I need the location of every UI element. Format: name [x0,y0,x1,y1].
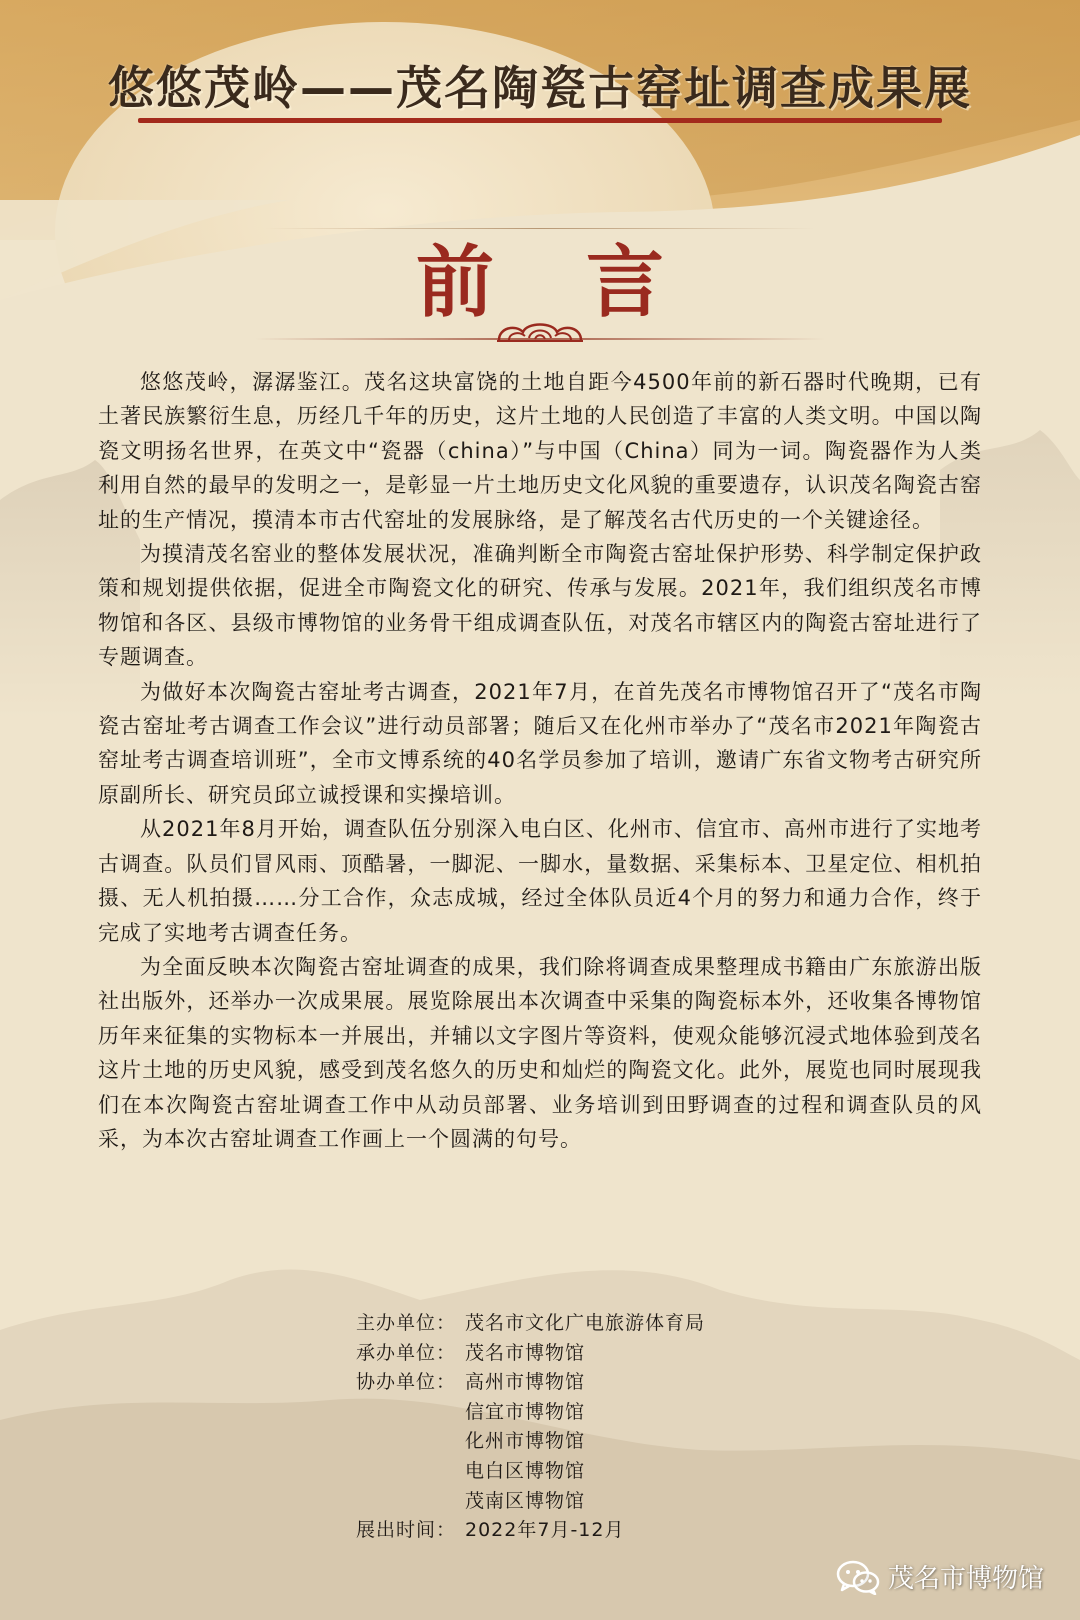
credit-value: 茂名市文化广电旅游体育局 [465,1312,706,1334]
credit-host [356,1309,705,1339]
preface-paragraph: 为全面反映本次陶瓷古窑址调查的成果，我们除将调查成果整理成书籍由广东旅游出版社出版外，还举办一次成果展。展览除展出本次调查中采集的陶瓷标本外，还收集各博物馆历年来征集的实物标本一并展出，并辅以文字图片等资料，使观众能够沉浸式地体验到茂名这片土地的历史风貌，感受到茂名悠久的历史和灿烂的陶瓷文化。此外，展览也同时展现我们在本次陶瓷古窑址调查工作中从动员部署、业务培训到田野调查的过程和调查队员的风采，为本次古窑址调查工作画上一个圆满的句号。 [98,954,982,1151]
credit-label: 展出时间： [356,1519,457,1542]
watermark-text: 茂名市博物馆 [887,1564,1044,1594]
credit-co-organizer [356,1398,705,1428]
credits-block [356,1309,705,1546]
credit-co-organizer [356,1457,705,1487]
credit-label: 协办单位： [356,1371,457,1394]
credit-value: 信宜市博物馆 [465,1400,586,1423]
auspicious-cloud-icon [495,318,585,344]
wechat-watermark [836,1558,1044,1595]
preface-paragraph: 为做好本次陶瓷古窑址考古调查，2021年7月，在首先茂名市博物馆召开了“茂名市陶瓷古窑址考古调查工作会议”进行动员部署；随后又在化州市举办了“茂名市2021年陶瓷古窑址考古调查培训班”，全市文博系统的40名学员参加了培训，邀请广东省文物考古研究所原副所长、研究员邱立诚授课和实操培训。 [98,679,982,807]
credit-value: 茂南区博物馆 [465,1489,586,1512]
preface-body [98,365,982,1156]
exhibition-title: 悠悠茂岭——茂名陶瓷古窑址调查成果展 [108,61,972,115]
credit-co-organizer [356,1368,705,1398]
title-underline [138,118,942,123]
preface-paragraph: 悠悠茂岭，潺潺鉴江。茂名这块富饶的土地自距今4500年前的新石器时代晚期，已有土著民族繁衍生息，历经几千年的历史，这片土地的人民创造了丰富的人类文明。中国以陶瓷文明扬名世界，在英文中“瓷器（china）”与中国（China）同为一词。陶瓷器作为人类利用自然的最早的发明之一，是彰显一片土地历史文化风貌的重要遗存，认识茂名陶瓷古窑址的生产情况，摸清本市古代窑址的发展脉络，是了解茂名古代历史的一个关键途径。 [98,370,982,532]
credit-co-organizer [356,1427,705,1457]
credit-period [356,1516,705,1546]
credit-label-spacer [356,1487,465,1517]
credit-co-organizer [356,1487,705,1517]
section-top-divider [265,228,815,229]
preface-paragraph: 为摸清茂名窑业的整体发展状况，准确判断全市陶瓷古窑址保护形势、科学制定保护政策和规划提供依据，促进全市陶瓷文化的研究、传承与发展。2021年，我们组织茂名市博物馆和各区、县级市博物馆的业务骨干组成调查队伍，对茂名市辖区内的陶瓷古窑址进行了专题调查。 [98,542,982,670]
wechat-icon [836,1559,880,1595]
credit-label-spacer [356,1457,465,1487]
credit-value: 茂名市博物馆 [465,1341,586,1364]
credit-label: 承办单位： [356,1341,457,1364]
credit-value: 化州市博物馆 [465,1430,586,1453]
section-title: 前言 [415,237,756,328]
credit-value: 电白区博物馆 [465,1459,586,1482]
credit-label-spacer [356,1427,465,1457]
credit-label-spacer [356,1398,465,1428]
credit-organizer [356,1339,705,1369]
credit-label: 主办单位： [356,1312,457,1334]
credit-value: 2022年7月-12月 [465,1519,625,1542]
preface-paragraph: 从2021年8月开始，调查队伍分别深入电白区、化州市、信宜市、高州市进行了实地考古调查。队员们冒风雨、顶酷暑，一脚泥、一脚水，量数据、采集标本、卫星定位、相机拍摄、无人机拍摄……分工合作，众志成城，经过全体队员近4个月的努力和通力合作，终于完成了实地考古调查任务。 [98,817,982,945]
credit-value: 高州市博物馆 [465,1371,586,1394]
